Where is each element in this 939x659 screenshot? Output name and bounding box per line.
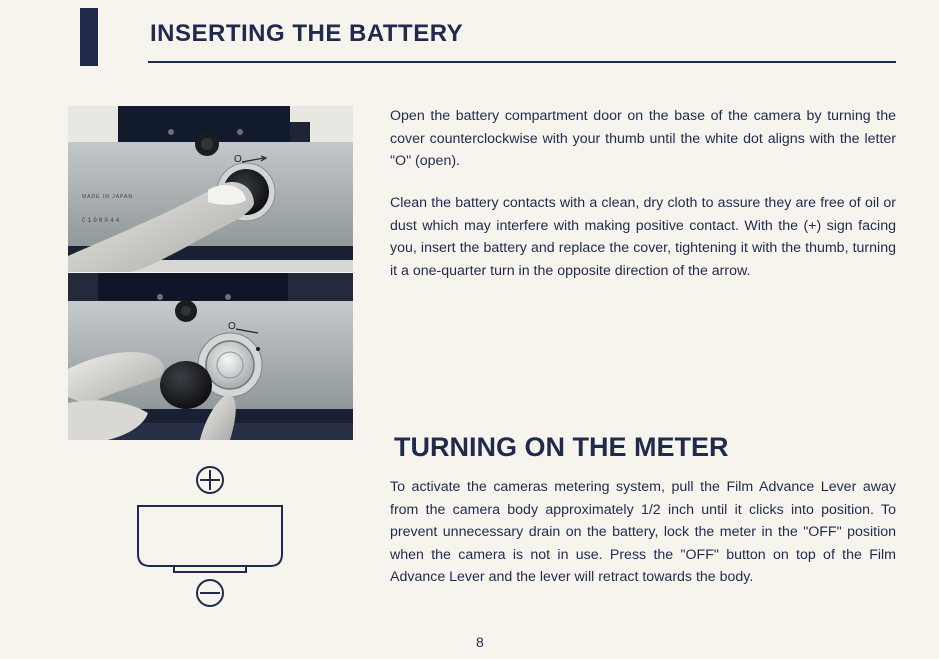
dial-label-o: O [228, 321, 236, 332]
chapter-number-1 [80, 8, 98, 66]
dial-label-o: O [234, 154, 242, 165]
photo-opening-battery-cover [68, 106, 353, 272]
battery-orientation-diagram [130, 462, 290, 612]
page-number: 8 [476, 634, 484, 650]
photo-inserting-battery [68, 273, 353, 440]
negative-terminal-icon [197, 580, 223, 606]
battery-outline-icon [138, 506, 282, 572]
title-underline [148, 61, 896, 63]
positive-terminal-icon [197, 467, 223, 493]
meter-paragraph: To activate the cameras metering system, pull the Film Advance Lever away from the camera body approximately 1/2 inch until it clicks into position. To prevent unnecessary drain on the battery, lock the meter in the "OFF" position when the camera is not in use. Press the "OFF" button on top of the Film Advance Lever and the lever will retract towards the body. [390, 479, 896, 586]
serial-number-marking: C100044 [82, 217, 122, 224]
made-in-japan-marking: MADE IN JAPAN [82, 194, 133, 200]
battery-paragraph-2: Clean the battery contacts with a clean, dry cloth to assure they are free of oil or dust which may interfere with making positive contact. With the (+) sign facing you, insert the battery and replace the cover, tightening it with the thumb, turning it a one-quarter turn in the opposite direction of the arrow. [390, 195, 896, 279]
section-title-meter: TURNING ON THE METER [394, 432, 729, 462]
battery-paragraph-1: Open the battery compartment door on the base of the camera by turning the cover counterclockwise with your thumb until the white dot aligns with the letter "O" (open). [390, 108, 896, 170]
page-title: INSERTING THE BATTERY [150, 20, 464, 47]
